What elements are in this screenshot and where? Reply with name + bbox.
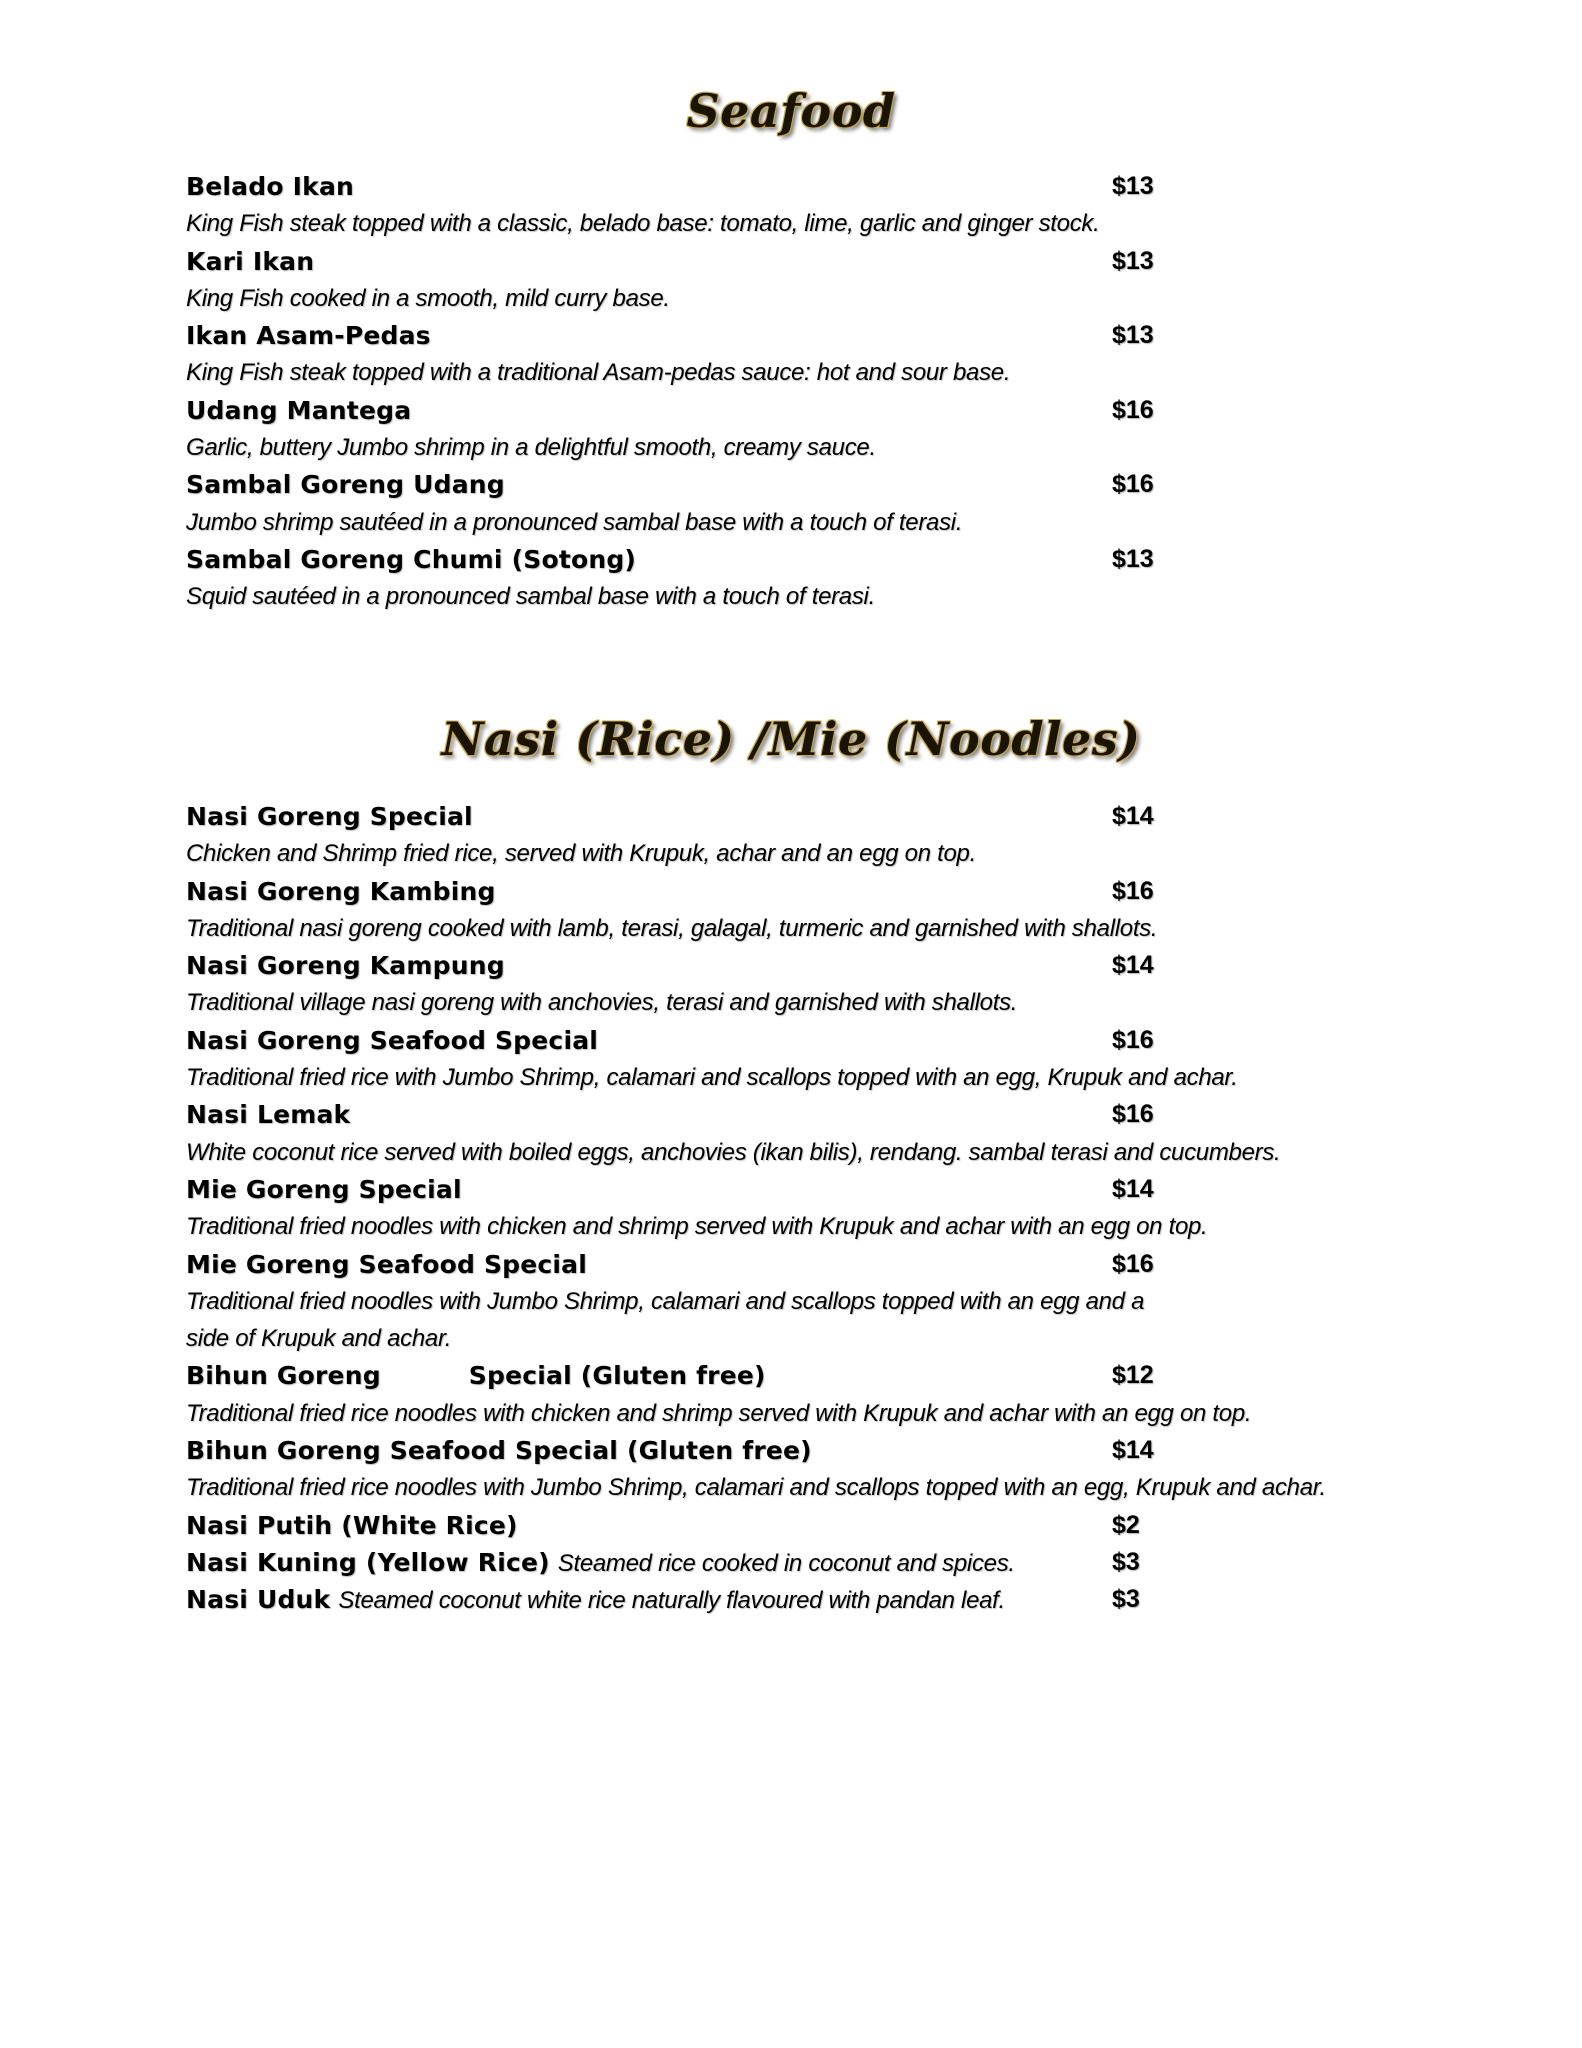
menu-item-nasi-uduk	[186, 1581, 1486, 1618]
menu-item-sambal-goreng-chumi	[186, 541, 1486, 578]
item-name: Nasi Goreng Kambing	[186, 876, 496, 906]
menu-item-nasi-goreng-kampung	[186, 947, 1486, 984]
item-inline-description: Steamed coconut white rice naturally flavoured with pandan leaf.	[338, 1587, 1005, 1615]
item-description: Traditional fried rice noodles with chicken and shrimp served with Krupuk and achar with an egg on top.	[186, 1399, 1252, 1427]
item-name: Ikan Asam-Pedas	[186, 321, 431, 351]
menu-item-bihun-goreng-special	[186, 1357, 1486, 1394]
menu-item-nasi-goreng-kambing	[186, 873, 1486, 910]
item-description: Traditional fried rice noodles with Jumbo Shrimp, calamari and scallops topped with an egg, Krupuk and achar.	[186, 1474, 1326, 1502]
item-description: Traditional fried rice with Jumbo Shrimp, calamari and scallops topped with an egg, Krupuk and achar.	[186, 1064, 1238, 1092]
item-name: Nasi Lemak	[186, 1100, 351, 1130]
item-name: Mie Goreng Seafood Special	[186, 1249, 588, 1279]
menu-item-nasi-goreng-seafood-special	[186, 1022, 1486, 1059]
item-price: $14	[1112, 1174, 1154, 1203]
menu-item-nasi-goreng-special	[186, 798, 1486, 835]
item-description: Squid sautéed in a pronounced sambal base with a touch of terasi.	[186, 583, 875, 611]
item-name: Udang Mantega	[186, 395, 412, 425]
item-price: $13	[1112, 544, 1154, 573]
menu-item-ikan-asam-pedas	[186, 317, 1486, 354]
item-price: $2	[1112, 1510, 1140, 1539]
item-price: $14	[1112, 951, 1154, 980]
menu-item-belado-ikan	[186, 168, 1486, 205]
item-price: $13	[1112, 321, 1154, 350]
menu-item-bihun-goreng-seafood-special	[186, 1432, 1486, 1469]
item-price: $16	[1112, 470, 1154, 499]
item-name: Sambal Goreng Chumi (Sotong)	[186, 544, 637, 574]
nasi-mie-menu-list	[186, 798, 1486, 1619]
item-price: $16	[1112, 395, 1154, 424]
item-name: Nasi Putih (White Rice)	[186, 1510, 518, 1540]
item-description: Traditional nasi goreng cooked with lamb, terasi, galagal, turmeric and garnished with shallots.	[186, 914, 1158, 942]
item-description: Traditional village nasi goreng with anchovies, terasi and garnished with shallots.	[186, 989, 1018, 1017]
item-description: Jumbo shrimp sautéed in a pronounced sambal base with a touch of terasi.	[186, 508, 963, 536]
item-description: King Fish steak topped with a traditional Asam-pedas sauce: hot and sour base.	[186, 359, 1011, 387]
menu-item-nasi-kuning	[186, 1544, 1486, 1581]
item-price: $14	[1112, 1436, 1154, 1465]
item-name: Sambal Goreng Udang	[186, 470, 505, 500]
item-name: Mie Goreng Special	[186, 1174, 462, 1204]
item-name: Bihun Goreng	[186, 1361, 381, 1391]
item-description-continued: side of Krupuk and achar.	[186, 1325, 452, 1353]
item-name: Nasi Goreng Special	[186, 802, 473, 831]
item-price: $16	[1112, 1249, 1154, 1278]
menu-item-sambal-goreng-udang	[186, 466, 1486, 503]
item-description: Garlic, buttery Jumbo shrimp in a delightful smooth, creamy sauce.	[186, 434, 876, 462]
section-title-nasi-mie: Nasi (Rice) /Mie (Noodles)	[441, 712, 1141, 766]
item-description: King Fish steak topped with a classic, belado base: tomato, lime, garlic and ginger stock.	[186, 210, 1100, 238]
item-inline-description: Steamed rice cooked in coconut and spices.	[557, 1549, 1015, 1577]
item-description: King Fish cooked in a smooth, mild curry base.	[186, 284, 670, 312]
menu-item-mie-goreng-special	[186, 1171, 1486, 1208]
item-price: $13	[1112, 172, 1154, 200]
menu-item-mie-goreng-seafood-special	[186, 1246, 1486, 1283]
item-description: Traditional fried noodles with chicken and shrimp served with Krupuk and achar with an egg on top.	[186, 1213, 1208, 1241]
item-name: Nasi Goreng Seafood Special	[186, 1025, 599, 1055]
item-description: Chicken and Shrimp fried rice, served with Krupuk, achar and an egg on top.	[186, 840, 976, 868]
item-description: Traditional fried noodles with Jumbo Shrimp, calamari and scallops topped with an egg and a	[186, 1287, 1145, 1315]
item-name: Nasi Uduk	[186, 1585, 331, 1615]
item-name: Kari Ikan	[186, 246, 315, 276]
section-title-seafood: Seafood	[686, 84, 896, 138]
item-name: Belado Ikan	[186, 172, 355, 201]
item-name-suffix: Special (Gluten free)	[468, 1361, 766, 1391]
item-name: Bihun Goreng Seafood Special (Gluten free)	[186, 1436, 812, 1466]
item-price: $16	[1112, 876, 1154, 905]
item-price: $14	[1112, 802, 1154, 830]
menu-item-nasi-lemak	[186, 1096, 1486, 1133]
item-price: $3	[1112, 1585, 1140, 1614]
item-price: $13	[1112, 246, 1154, 275]
menu-item-nasi-putih	[186, 1507, 1486, 1544]
item-price: $12	[1112, 1361, 1154, 1390]
item-price: $16	[1112, 1100, 1154, 1129]
seafood-menu-list	[186, 168, 1486, 616]
item-description: White coconut rice served with boiled eggs, anchovies (ikan bilis), rendang. sambal terasi and cucumbers.	[186, 1138, 1281, 1166]
item-price: $16	[1112, 1025, 1154, 1054]
item-price: $3	[1112, 1547, 1140, 1576]
menu-item-kari-ikan	[186, 243, 1486, 280]
item-name: Nasi Goreng Kampung	[186, 951, 505, 981]
menu-item-udang-mantega	[186, 392, 1486, 429]
item-name: Nasi Kuning (Yellow Rice)	[186, 1547, 550, 1577]
